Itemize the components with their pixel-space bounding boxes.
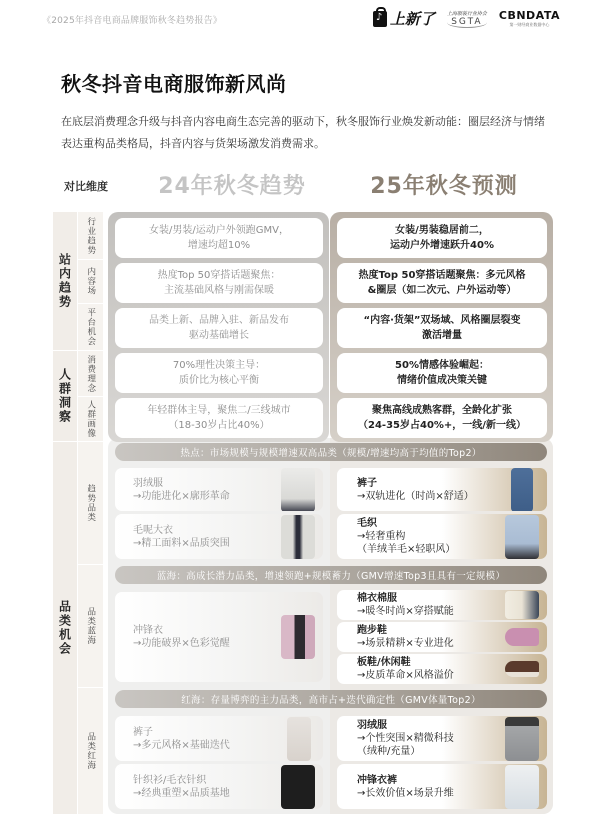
card-line: 品类上新、品牌入驻、新品发布 [149,315,289,326]
item-name: 裤子 [357,477,377,489]
subdimension-blue-ocean [78,565,103,687]
card-line: 70%理性决策主导： [172,360,266,371]
row-content-old [115,263,323,303]
row-concept-old [115,353,323,393]
card-line: “内容·货架”双场域、风格圈层裂变 [363,315,521,326]
sgta-logo-script: 上海服装行业协会 [446,10,487,17]
padded-jacket-image [505,591,539,619]
subdimension-label: 行业趋势 [85,216,96,255]
item-desc: →皮质革命×风格溢价 [357,670,454,681]
banner-red-ocean: 红海：存量博弈的主力品类，高市占+迭代确定性（GMV体量Top2） [115,690,547,708]
card-line: 女装/男装/运动户外领跑GMV， [149,225,289,236]
category-item [115,716,323,761]
card-line: 增速均超10% [187,240,251,251]
subdimension-label: 人群画像 [85,400,96,438]
douyin-logo [373,8,435,29]
category-item [115,764,323,809]
item-desc: →长效价值×场景升维 [357,787,454,799]
sweater-image [281,765,315,809]
column-header-24-trend: 24年秋冬趋势 [158,174,306,199]
subdimension-trend-category [78,442,103,564]
down-jacket-image [281,468,315,511]
item-name: 冲锋衣裤 [357,774,397,786]
subdimension-label: 消费理念 [85,354,96,393]
dimension-audience-insight [53,351,77,441]
subdimension-platform-opportunity [78,304,103,350]
card-line: 热度Top 50穿搭话题聚焦： [157,270,281,281]
item-name: 针织衫/毛衣针织 [133,774,207,786]
intro-paragraph: 在底层消费理念升级与抖音内容电商生态完善的驱动下，秋冬服饰行业焕发新动能：圈层经济与情绪表达重构品类格局，抖音内容与货架场激发消费需求。 [61,115,545,150]
row-platform-new [337,308,547,348]
item-name: 羽绒服 [357,720,387,731]
subdimension-label: 趋势品类 [85,484,96,522]
item-desc-extra: （羊绒羊毛×轻职风） [357,544,456,555]
dimension-category-opportunity [53,442,77,814]
subdimension-red-ocean [78,688,103,814]
card-line: 质价比为核心平衡 [179,375,259,386]
dimension-label: 品类机会 [57,600,72,656]
card-line: 女装/男装稳居前二， [395,225,489,236]
item-desc: →经典重塑×品质基地 [133,787,230,799]
card-line: （24-35岁占40%+，一线/新一线） [358,420,526,431]
partner-logos [373,8,560,29]
knit-cardigan-image [505,515,539,559]
report-reference: 《2025年抖音电商品牌服饰秋冬趋势报告》 [42,16,223,26]
column-header-25-forecast: 25年秋冬预测 [370,174,518,199]
item-desc: →功能破界×色彩觉醒 [133,638,230,649]
subdimension-label: 品类蓝海 [85,607,96,645]
shell-jacket-white-image [505,765,539,809]
item-desc: →轻奢重构 [357,531,406,542]
dimension-label: 站内趋势 [57,253,72,309]
subdimension-label: 品类红海 [85,732,96,770]
column-header-dimension: 对比维度 [64,180,108,193]
card-line: 激活增量 [422,330,462,341]
item-name: 跑步鞋 [357,625,387,636]
row-industry-new [337,218,547,258]
item-desc: →暖冬时尚×穿搭赋能 [357,606,454,617]
item-name: 板鞋/休闲鞋 [357,657,411,668]
subdimension-industry-trend [78,212,103,259]
category-item [337,654,547,684]
row-profile-old [115,398,323,438]
subdimension-consumption-concept [78,351,103,396]
item-desc: →个性突围×精微科技 [357,733,454,744]
jeans-image [511,468,533,511]
item-desc: →功能进化×廓形革命 [133,490,230,502]
subdimension-audience-profile [78,397,103,441]
row-platform-old [115,308,323,348]
item-desc: →精工面料×品质突围 [133,537,230,549]
card-line: （18-30岁占比40%） [168,420,270,431]
card-line: 聚焦高线成熟客群，全龄化扩张 [372,405,512,416]
card-line: 运动户外增速跃升40% [390,240,494,251]
wool-coat-image [281,515,315,559]
subdimension-content-field [78,260,103,303]
cbndata-logo [499,9,560,28]
item-name: 棉衣棉服 [357,593,397,604]
banner-hot: 热点：市场规模与规模增速双高品类（规模/增速均高于均值的Top2） [115,443,547,461]
page-title: 秋冬抖音电商服饰新风尚 [61,72,287,96]
row-profile-new [337,398,547,438]
item-name: 羽绒服 [133,477,163,489]
trousers-image [287,717,311,761]
item-desc: →场景精耕×专业进化 [357,638,454,649]
category-item [115,592,323,682]
item-name: 毛织 [357,518,377,529]
card-line: 情绪价值成决策关键 [397,375,487,386]
category-item [115,514,323,559]
puffer-jacket-image [505,717,539,761]
category-item [115,468,323,511]
card-line: 主流基础风格与刚需保暖 [164,285,274,296]
banner-blue-ocean: 蓝海：高成长潜力品类，增速领跑+规模蓄力（GMV增速Top3且具有一定规模） [115,566,547,584]
douyin-logo-text: 上新了 [389,10,435,28]
cbndata-logo-sub: 第一财经商业数据中心 [509,22,550,27]
item-name: 毛呢大衣 [133,524,173,536]
item-desc: →多元风格×基础迭代 [133,739,230,751]
item-desc: →双轨进化（时尚×舒适） [357,490,474,502]
shell-jacket-image [281,615,315,659]
category-item [337,622,547,652]
item-name: 冲锋衣 [133,625,163,636]
sgta-logo [447,10,487,28]
category-item [337,590,547,620]
subdimension-label: 平台机会 [85,308,96,346]
category-item [337,716,547,761]
card-line: 热度Top 50穿搭话题聚焦：多元风格 [358,270,526,281]
category-item [337,468,547,511]
row-concept-new [337,353,547,393]
card-line: 驱动基础增长 [189,330,249,341]
sgta-logo-text: SGTA [447,17,486,28]
card-line: 年轻群体主导，聚焦二/三线城市 [147,405,291,416]
card-line: 50%情感体验崛起： [395,360,489,371]
row-industry-old [115,218,323,258]
sneaker-image [505,661,539,677]
dimension-onsite-trend [53,212,77,350]
running-shoe-image [505,628,539,646]
row-content-new [337,263,547,303]
item-name: 裤子 [133,726,153,738]
dimension-label: 人群洞察 [57,368,72,424]
category-item [337,514,547,559]
category-item [337,764,547,809]
cbndata-logo-text: CBNDATA [498,9,560,22]
item-desc-extra: （绒种/充量） [357,746,421,757]
subdimension-label: 内容场 [85,267,96,296]
douyin-bag-icon [373,11,387,27]
card-line: &圈层（如二次元、户外运动等） [367,285,517,296]
